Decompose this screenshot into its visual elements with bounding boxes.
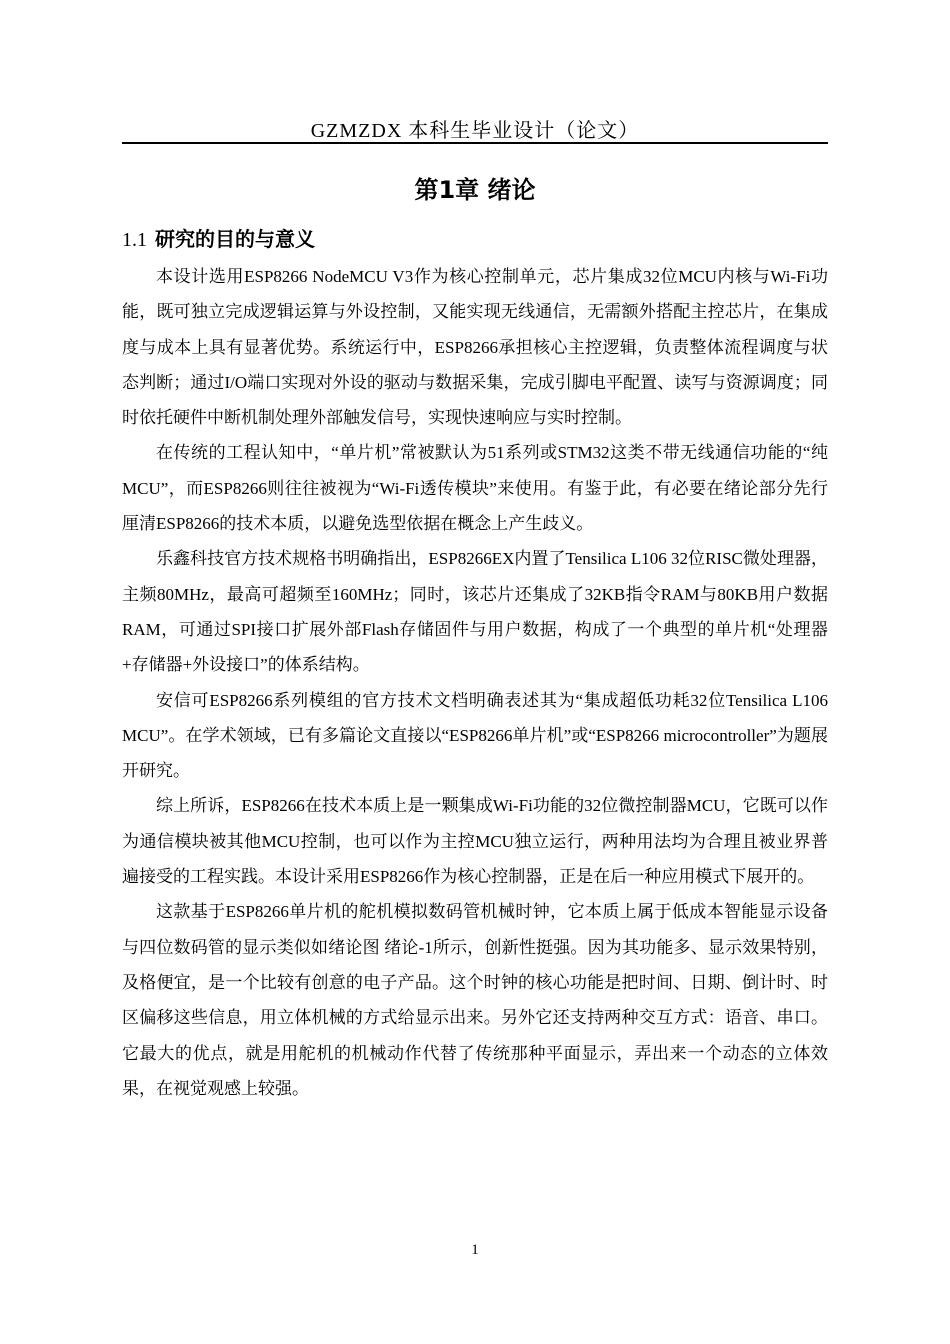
- page-number: 1: [471, 1242, 479, 1258]
- paragraph: 安信可ESP8266系列模组的官方技术文档明确表述其为“集成超低功耗32位Tensilica L106 MCU”。在学术领域，已有多篇论文直接以“ESP8266单片机”或“ESP8266 microcontroller”为题展开研究。: [122, 690, 828, 781]
- section-title: 研究的目的与意义: [155, 227, 315, 251]
- running-header: GZMZDX 本科生毕业设计（论文）: [310, 120, 640, 142]
- paragraph: 在传统的工程认知中，“单片机”常被默认为51系列或STM32这类不带无线通信功能的“纯MCU”，而ESP8266则往往被视为“Wi-Fi透传模块”来使用。有鉴于此，有必要在绪论部分先行厘清ESP8266的技术本质，以避免选型依据在概念上产生歧义。: [122, 443, 828, 534]
- paragraph: 这款基于ESP8266单片机的舵机模拟数码管机械时钟，它本质上属于低成本智能显示设备与四位数码管的显示类似如绪论图 绪论-1所示，创新性挺强。因为其功能多、显示效果特别，及格便宜，是一个比较有创意的电子产品。这个时钟的核心功能是把时间、日期、倒计时、时区偏移这些信息，用立体机械的方式给显示出来。另外它还支持两种交互方式：语音、串口。它最大的优点，就是用舵机的机械动作代替了传统那种平面显示，弄出来一个动态的立体效果，在视觉观感上较强。: [122, 902, 828, 1098]
- body-text: [122, 259, 828, 1106]
- paragraph: 本设计选用ESP8266 NodeMCU V3作为核心控制单元，芯片集成32位MCU内核与Wi-Fi功能，既可独立完成逻辑运算与外设控制，又能实现无线通信，无需额外搭配主控芯片，在集成度与成本上具有显著优势。系统运行中，ESP8266承担核心主控逻辑，负责整体流程调度与状态判断；通过I/O端口实现对外设的驱动与数据采集，完成引脚电平配置、读写与资源调度；同时依托硬件中断机制处理外部触发信号，实现快速响应与实时控制。: [122, 267, 828, 428]
- paragraph: 乐鑫科技官方技术规格书明确指出，ESP8266EX内置了Tensilica L106 32位RISC微处理器，主频80MHz，最高可超频至160MHz；同时，该芯片还集成了32KB指令RAM与80KB用户数据RAM，可通过SPI接口扩展外部Flash存储固件与用户数据，构成了一个典型的单片机“处理器+存储器+外设接口”的体系结构。: [122, 549, 828, 675]
- paragraph: 综上所诉，ESP8266在技术本质上是一颗集成Wi-Fi功能的32位微控制器MCU，它既可以作为通信模块被其他MCU控制，也可以作为主控MCU独立运行，两种用法均为合理且被业界普遍接受的工程实践。本设计采用ESP8266作为核心控制器，正是在后一种应用模式下展开的。: [122, 796, 828, 887]
- chapter-title: 第1章 绪论: [414, 176, 536, 204]
- section-heading: [122, 223, 315, 252]
- section-number: 1.1: [122, 229, 147, 251]
- header-divider: [122, 142, 828, 144]
